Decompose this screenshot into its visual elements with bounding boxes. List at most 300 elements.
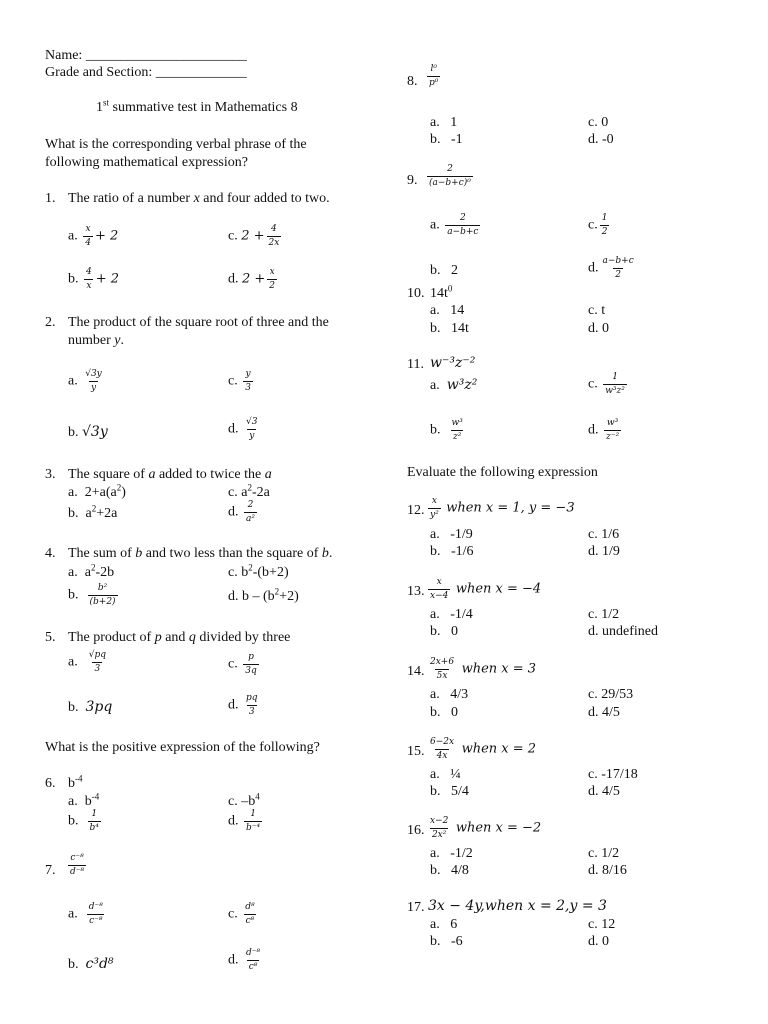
q9-option-c[interactable] xyxy=(588,213,611,238)
q16-option-c[interactable]: c. 1/2 xyxy=(588,846,620,861)
title-ordinal: st xyxy=(103,97,110,108)
condition: when x = 3 xyxy=(461,661,537,677)
fraction xyxy=(244,693,260,718)
denominator: a−b+c xyxy=(447,227,479,237)
option-letter: c. xyxy=(588,376,598,392)
q12-option-c[interactable]: c. 1/6 xyxy=(588,527,620,542)
option-text-end: -2a xyxy=(251,485,270,500)
numerator: x−2 xyxy=(430,816,449,826)
exponent: -4 xyxy=(75,773,83,784)
option-value: 2 xyxy=(451,263,458,278)
q4-number: 4. xyxy=(45,546,56,561)
option-letter: b. xyxy=(68,425,79,440)
q5-option-b[interactable] xyxy=(68,699,112,716)
q3-stem-a: The square of xyxy=(68,467,149,482)
q8-number: 8. xyxy=(407,74,418,89)
fraction xyxy=(450,418,465,443)
q9-option-a[interactable] xyxy=(430,213,482,238)
q8-option-a[interactable] xyxy=(430,114,457,131)
numerator: pq xyxy=(246,693,258,703)
q4-option-c[interactable] xyxy=(228,564,289,581)
q14-option-b[interactable] xyxy=(430,704,458,721)
fraction xyxy=(428,657,456,682)
q2-stem-line1: The product of the square root of three and the xyxy=(68,315,329,330)
q11-number: 11. xyxy=(407,357,424,372)
q4-option-d[interactable] xyxy=(228,588,299,605)
option-letter: d. xyxy=(228,697,239,713)
option-value: -1/2 xyxy=(450,846,473,861)
q4-stem-var1: b xyxy=(135,546,143,561)
q9-stem xyxy=(425,164,475,189)
fraction xyxy=(243,652,259,677)
exponent: 0 xyxy=(447,283,453,294)
denominator: c⁸ xyxy=(248,962,258,972)
fraction xyxy=(267,267,277,292)
fraction xyxy=(244,417,259,442)
q10-number: 10. xyxy=(407,286,425,301)
option-value: ¼ xyxy=(450,767,461,782)
option-letter: c. xyxy=(228,373,238,389)
numerator: √3 xyxy=(246,417,258,427)
numerator: √pq xyxy=(88,650,106,660)
numerator: y xyxy=(245,369,251,379)
q4-option-b[interactable] xyxy=(68,583,120,608)
q5-number: 5. xyxy=(45,630,56,645)
expression-head: 2 + xyxy=(241,228,265,244)
numerator: 2x+6 xyxy=(430,657,455,667)
q8-option-c[interactable]: c. 0 xyxy=(588,115,609,130)
q14-stem xyxy=(426,657,536,682)
numerator: √3y xyxy=(85,369,102,379)
option-letter: a. xyxy=(430,846,440,861)
exponent: 2 xyxy=(91,503,97,514)
option-letter: a. xyxy=(68,906,78,922)
section1-instruction-line2: following mathematical expression? xyxy=(45,155,248,170)
option-letter: a. xyxy=(68,228,78,244)
numerator: w³ xyxy=(606,418,619,428)
option-letter: b. xyxy=(430,321,441,336)
fraction xyxy=(604,418,621,443)
q11-stem xyxy=(430,355,475,372)
q7-option-a[interactable] xyxy=(68,902,107,927)
numerator: 1 xyxy=(612,372,618,382)
option-letter: a. xyxy=(430,527,440,542)
numerator: l⁰ xyxy=(430,64,437,74)
exponent: 2 xyxy=(248,562,253,573)
q10-option-c[interactable]: c. t xyxy=(588,303,606,318)
option-letter: a. xyxy=(430,917,440,932)
q4-option-a[interactable] xyxy=(68,564,114,581)
option-letter: c. xyxy=(228,485,238,500)
option-letter: b. xyxy=(430,263,441,278)
numerator: 2 xyxy=(459,213,466,223)
option-letter: d. xyxy=(228,589,239,604)
option-value: 14t xyxy=(451,321,469,336)
numerator: p xyxy=(248,652,254,662)
q2-option-d[interactable] xyxy=(228,417,261,442)
fraction xyxy=(84,267,94,292)
q13-number: 13. xyxy=(407,584,425,599)
q10-stem xyxy=(430,285,452,302)
denominator: z² xyxy=(452,432,462,442)
denominator: b⁻⁴ xyxy=(246,823,261,833)
option-text-end: -2b xyxy=(95,565,115,580)
denominator: y xyxy=(249,431,255,441)
exponent: -4 xyxy=(91,791,100,802)
option-text: b – (b xyxy=(242,589,275,604)
option-text: a xyxy=(84,565,91,580)
fraction xyxy=(428,816,450,841)
option-letter: a. xyxy=(68,485,78,500)
q6-number: 6. xyxy=(45,776,56,791)
expression: 3x − 4y,when x = 2,y = 3 xyxy=(428,898,607,914)
option-letter: b. xyxy=(68,506,79,521)
option-letter: b. xyxy=(430,132,441,147)
numerator: 6−2x xyxy=(430,737,455,747)
denominator: 3q xyxy=(245,666,257,676)
option-value: 0 xyxy=(451,624,458,639)
numerator: w³ xyxy=(451,418,463,428)
option-letter: a. xyxy=(68,373,78,389)
q1-option-c[interactable] xyxy=(228,224,283,249)
q3-option-b[interactable] xyxy=(68,505,117,522)
q3-option-c[interactable] xyxy=(228,484,270,501)
numerator: d⁻⁸ xyxy=(246,948,261,958)
numerator: 2 xyxy=(247,500,254,510)
q10-option-b[interactable] xyxy=(430,320,469,337)
q7-stem xyxy=(66,853,88,878)
q2-stem-a: number xyxy=(68,333,115,348)
option-letter: a. xyxy=(430,687,440,702)
denominator: 2 xyxy=(615,270,621,280)
numerator: 4 xyxy=(271,224,277,234)
q15-option-a[interactable] xyxy=(430,766,461,783)
expression: c³d⁸ xyxy=(85,956,114,972)
q16-stem xyxy=(426,816,541,841)
title-text: summative test in Mathematics 8 xyxy=(109,100,298,115)
q10-option-a[interactable] xyxy=(430,302,464,319)
fraction xyxy=(88,583,118,608)
expression: w⁻³z⁻² xyxy=(430,355,476,371)
numerator: x xyxy=(269,267,275,277)
q15-number: 15. xyxy=(407,744,425,759)
fraction xyxy=(244,948,262,973)
option-text-end: ) xyxy=(121,485,126,500)
stem-base: 14t xyxy=(430,286,448,301)
q9-option-b[interactable] xyxy=(430,262,458,279)
numerator: d⁻⁸ xyxy=(88,902,103,912)
q14-option-c[interactable]: c. 29/53 xyxy=(588,687,634,702)
q6-option-d[interactable] xyxy=(228,809,264,834)
denominator: 5x xyxy=(436,671,448,681)
q12-stem xyxy=(426,496,575,521)
denominator: 2 xyxy=(601,227,608,237)
expression: w³z² xyxy=(446,377,478,393)
option-letter: c. xyxy=(228,565,238,580)
q1-option-b[interactable] xyxy=(68,267,119,292)
expression: √3y xyxy=(82,424,108,440)
q5-stem-c: divided by three xyxy=(195,630,291,645)
q12-option-d[interactable]: d. 1/9 xyxy=(588,544,620,559)
q1-option-d[interactable] xyxy=(228,267,279,292)
q13-option-c[interactable]: c. 1/2 xyxy=(588,607,620,622)
q6-stem xyxy=(68,775,83,792)
q15-option-c[interactable]: c. -17/18 xyxy=(588,767,638,782)
q14-option-a[interactable] xyxy=(430,686,468,703)
q3-stem-var2: a xyxy=(264,467,272,482)
option-letter: d. xyxy=(588,260,599,276)
option-letter: a. xyxy=(430,115,440,130)
fraction xyxy=(600,213,610,238)
q8-stem xyxy=(425,64,442,89)
option-letter: d. xyxy=(228,421,239,437)
q9-option-d[interactable] xyxy=(588,256,638,281)
q1-stem-var: x xyxy=(193,191,200,206)
option-letter: b. xyxy=(430,784,441,799)
denominator: y² xyxy=(430,510,439,520)
option-letter: b. xyxy=(430,863,441,878)
q12-number: 12. xyxy=(407,503,425,518)
fraction xyxy=(603,372,627,397)
q16-number: 16. xyxy=(407,823,425,838)
q17-option-a[interactable] xyxy=(430,916,457,933)
q4-stem-a: The sum of xyxy=(68,546,136,561)
q13-option-d[interactable]: d. undefined xyxy=(588,624,658,639)
q2-stem-line2 xyxy=(68,332,124,349)
q11-option-c[interactable] xyxy=(588,372,629,397)
q4-stem-c: . xyxy=(328,546,333,561)
denominator: y xyxy=(90,383,97,393)
numerator: 1 xyxy=(601,213,608,223)
q2-number: 2. xyxy=(45,315,56,330)
title-number: 1 xyxy=(96,100,103,115)
denominator: p⁰ xyxy=(429,78,439,88)
q6-option-c[interactable] xyxy=(228,793,260,810)
option-text-end: +2) xyxy=(279,589,299,604)
exponent: 2 xyxy=(116,482,122,493)
option-letter: a. xyxy=(430,303,440,318)
fraction xyxy=(83,369,104,394)
fraction xyxy=(427,64,440,89)
option-letter: b. xyxy=(430,934,441,949)
numerator: x xyxy=(85,224,91,234)
denominator: 4x xyxy=(436,751,448,761)
name-line: Name: _______________________ xyxy=(45,48,247,63)
option-text-end: +2a xyxy=(96,506,118,521)
option-letter: a. xyxy=(68,654,78,670)
section3-instruction: Evaluate the following expression xyxy=(407,465,598,480)
condition: when x = 2 xyxy=(461,741,537,757)
option-value: -6 xyxy=(451,934,463,949)
expression-tail: + 2 xyxy=(95,271,120,287)
option-letter: b. xyxy=(430,624,441,639)
q6-option-a[interactable] xyxy=(68,793,99,810)
test-title xyxy=(96,99,298,116)
option-letter: a. xyxy=(68,794,78,809)
fraction xyxy=(244,809,262,834)
denominator: a² xyxy=(246,514,255,524)
q7-option-c[interactable] xyxy=(228,902,259,927)
option-letter: a. xyxy=(430,767,440,782)
q11-option-d[interactable] xyxy=(588,418,623,443)
option-text: b xyxy=(84,794,92,809)
q5-stem-b: and xyxy=(161,630,189,645)
q16-option-a[interactable] xyxy=(430,845,473,862)
fraction xyxy=(243,902,256,927)
fraction xyxy=(243,369,253,394)
denominator: 3 xyxy=(248,707,255,717)
option-letter: b. xyxy=(68,271,79,287)
option-letter: b. xyxy=(68,813,79,829)
option-text: 2+a(a xyxy=(84,485,117,500)
stem-base: b xyxy=(68,776,75,791)
denominator: b⁴ xyxy=(89,823,99,833)
q5-stem-var2: q xyxy=(188,630,196,645)
q5-option-a[interactable] xyxy=(68,650,110,675)
denominator: 3 xyxy=(94,664,101,674)
denominator: 2 xyxy=(269,281,276,291)
denominator: x xyxy=(86,281,92,291)
q5-stem-a: The product of xyxy=(68,630,155,645)
option-text: b xyxy=(241,565,249,580)
q17-option-b[interactable] xyxy=(430,933,463,950)
q5-stem-var1: p xyxy=(154,630,162,645)
condition: when x = −4 xyxy=(455,581,542,597)
numerator: 2 xyxy=(447,164,453,174)
q1-option-a[interactable] xyxy=(68,224,118,249)
q5-option-c[interactable] xyxy=(228,652,261,677)
option-text: a xyxy=(85,506,92,521)
denominator: w³z² xyxy=(605,386,625,396)
q4-stem xyxy=(68,545,332,562)
exponent: 4 xyxy=(255,791,260,802)
q16-option-d[interactable]: d. 8/16 xyxy=(588,863,627,878)
fraction xyxy=(68,853,86,878)
option-text: –b xyxy=(241,794,256,809)
q17-stem xyxy=(428,898,607,915)
q12-option-b[interactable] xyxy=(430,543,474,560)
q3-option-d[interactable] xyxy=(228,500,259,525)
option-value: -1/9 xyxy=(450,527,473,542)
numerator: 4 xyxy=(86,267,92,277)
q15-option-b[interactable] xyxy=(430,783,469,800)
expression-tail: + 2 xyxy=(94,228,119,244)
denominator: c⁸ xyxy=(245,916,255,926)
q15-option-d[interactable]: d. 4/5 xyxy=(588,784,620,799)
q2-option-c[interactable] xyxy=(228,369,255,394)
q8-option-b[interactable] xyxy=(430,131,463,148)
q7-option-b[interactable] xyxy=(68,956,114,973)
numerator: c⁻⁸ xyxy=(70,853,84,863)
condition: when x = 1, y = −3 xyxy=(446,500,575,516)
q1-stem-b: and four added to two. xyxy=(199,191,330,206)
expression: 3pq xyxy=(85,699,113,715)
fraction xyxy=(427,164,473,189)
q16-option-b[interactable] xyxy=(430,862,469,879)
q3-option-a[interactable] xyxy=(68,484,126,501)
q5-option-d[interactable] xyxy=(228,693,262,718)
option-value: -1 xyxy=(451,132,463,147)
option-letter: c. xyxy=(588,217,598,233)
q1-stem xyxy=(68,190,330,207)
q11-option-b[interactable] xyxy=(430,418,467,443)
q17-number: 17. xyxy=(407,900,425,915)
q3-number: 3. xyxy=(45,467,56,482)
numerator: d⁸ xyxy=(245,902,255,912)
q3-stem-b: added to twice the xyxy=(155,467,265,482)
fraction xyxy=(88,809,101,834)
denominator: 2x² xyxy=(431,830,447,840)
exponent: 2 xyxy=(90,562,96,573)
q12-option-a[interactable] xyxy=(430,526,473,543)
option-letter: d. xyxy=(588,422,599,438)
q17-option-c[interactable]: c. 12 xyxy=(588,917,616,932)
q6-option-b[interactable] xyxy=(68,809,103,834)
option-value: 5/4 xyxy=(451,784,469,799)
q3-stem-var1: a xyxy=(148,467,156,482)
option-letter: b. xyxy=(68,700,79,715)
exponent: 2 xyxy=(247,482,252,493)
numerator: x xyxy=(436,577,442,587)
section1-instruction-line1: What is the corresponding verbal phrase of the xyxy=(45,137,307,152)
option-value: -1/6 xyxy=(451,544,474,559)
q15-stem xyxy=(426,737,536,762)
fraction xyxy=(244,500,257,525)
option-value: 0 xyxy=(451,705,458,720)
expression-head: 2 + xyxy=(242,271,266,287)
q13-option-a[interactable] xyxy=(430,606,473,623)
q7-option-d[interactable] xyxy=(228,948,264,973)
option-value: 1 xyxy=(450,115,458,130)
option-value: 14 xyxy=(450,303,465,318)
q14-number: 14. xyxy=(407,664,425,679)
fraction xyxy=(601,256,636,281)
fraction xyxy=(428,577,450,602)
option-letter: c. xyxy=(228,656,238,672)
q2-stem-var: y xyxy=(114,333,121,348)
q17-option-d[interactable]: d. 0 xyxy=(588,934,609,949)
option-letter: b. xyxy=(430,544,441,559)
q2-option-b[interactable] xyxy=(68,424,108,441)
q2-option-a[interactable] xyxy=(68,369,106,394)
option-letter: d. xyxy=(228,504,239,520)
option-value: 4/8 xyxy=(451,863,469,878)
fraction xyxy=(267,224,282,249)
option-letter: a. xyxy=(430,378,440,393)
denominator: 2x xyxy=(268,238,280,248)
option-letter: b. xyxy=(68,957,79,972)
q13-option-b[interactable] xyxy=(430,623,458,640)
numerator: 1 xyxy=(91,809,98,819)
q14-option-d[interactable]: d. 4/5 xyxy=(588,705,620,720)
option-letter: c. xyxy=(228,228,238,244)
q8-option-d[interactable]: d. -0 xyxy=(588,132,614,147)
q11-option-a[interactable] xyxy=(430,377,477,394)
option-letter: d. xyxy=(228,271,239,287)
q10-option-d[interactable]: d. 0 xyxy=(588,321,609,336)
section2-instruction: What is the positive expression of the following? xyxy=(45,740,320,755)
option-value: 6 xyxy=(450,917,458,932)
fraction xyxy=(428,496,441,521)
fraction xyxy=(428,737,456,762)
numerator: 1 xyxy=(250,809,256,819)
grade-section-line: Grade and Section: _____________ xyxy=(45,65,247,80)
numerator: x xyxy=(431,496,437,506)
option-letter: c. xyxy=(228,906,238,922)
denominator: 3 xyxy=(245,383,251,393)
numerator: b² xyxy=(97,583,108,593)
q1-number: 1. xyxy=(45,191,56,206)
